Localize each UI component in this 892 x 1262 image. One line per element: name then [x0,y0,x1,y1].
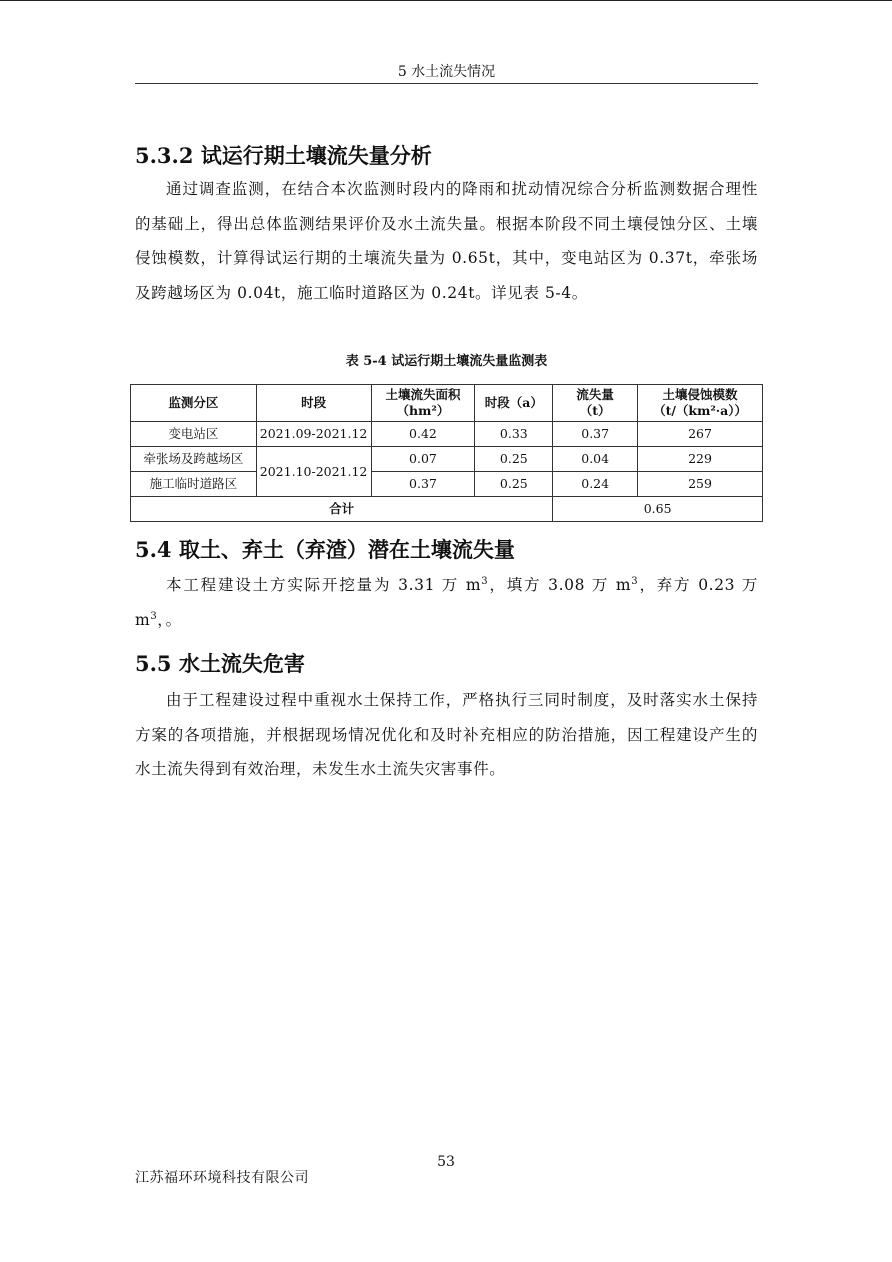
cell-area: 0.07 [371,447,475,472]
total-value: 0.65 [553,497,763,522]
section-heading-5-3-2: 5.3.2 试运行期土壤流失量分析 [135,143,432,168]
table-total-row [131,497,763,522]
earthwork-text-a: 本工程建设土方实际开挖量为 3.31 万 m [166,576,482,594]
page-number: 53 [437,1154,455,1170]
header-area-line2: （hm²） [396,403,450,418]
table-header-row [131,385,763,422]
cell-period-merged: 2021.10-2021.12 [256,447,371,497]
table-row [131,422,763,447]
cell-modulus: 259 [638,472,763,497]
cell-area: 0.37 [371,472,475,497]
header-area-line1: 土壤流失面积 [385,387,461,402]
header-zone: 监测分区 [131,385,257,422]
table-row [131,447,763,472]
superscript-3: 3 [481,575,489,587]
soil-loss-table [130,384,763,522]
section-5-5-paragraph: 由于工程建设过程中重视水土保持工作，严格执行三同时制度，及时落实水土保持方案的各项措施，并根据现场情况优化和及时补充相应的防治措施，因工程建设产生的水土流失得到有效治理，未发生水土流失灾害事件。 [135,691,758,778]
header-loss [553,385,638,422]
header-modulus [638,385,763,422]
cell-duration: 0.33 [475,422,553,447]
header-rule [135,83,758,84]
section-heading-5-4: 5.4 取土、弃土（弃渣）潜在土壤流失量 [135,537,515,562]
header-duration: 时段（a） [475,385,553,422]
cell-period: 2021.09-2021.12 [256,422,371,447]
cell-zone: 变电站区 [131,422,257,447]
header-modulus-line1: 土壤侵蚀模数 [662,387,738,402]
cell-modulus: 229 [638,447,763,472]
footer-company-name: 江苏福环环境科技有限公司 [135,1170,309,1186]
cell-area: 0.42 [371,422,475,447]
cell-zone: 施工临时道路区 [131,472,257,497]
cell-modulus: 267 [638,422,763,447]
cell-loss: 0.24 [553,472,638,497]
header-loss-line1: 流失量 [576,387,614,402]
section-5-4-paragraph [135,568,758,637]
earthwork-text-b: ，填方 3.08 万 m [488,576,632,594]
cell-zone: 牵张场及跨越场区 [131,447,257,472]
table-row [131,472,763,497]
section-5-3-2-paragraph: 通过调查监测，在结合本次监测时段内的降雨和扰动情况综合分析监测数据合理性的基础上，得出总体监测结果评价及水土流失量。根据本阶段不同土壤侵蚀分区、土壤侵蚀模数，计算得试运行期的土壤流失量为 0.65t，其中，变电站区为 0.37t，牵张场及跨越场区为 0.04t，施工临时道路区为 0.24t。详见表 5-4。 [135,180,758,302]
section-heading-5-5: 5.5 水土流失危害 [135,651,305,676]
superscript-3: 3 [631,575,639,587]
running-header: 5 水土流失情况 [397,64,496,80]
cell-loss: 0.04 [553,447,638,472]
cell-loss: 0.37 [553,422,638,447]
header-period: 时段 [256,385,371,422]
total-label: 合计 [131,497,553,522]
header-area [371,385,475,422]
earthwork-text-c: ，弃方 0.23 万 m [135,576,758,629]
header-modulus-line2: （t/（km²·a）） [653,403,747,418]
superscript-3: 3 [150,610,158,622]
cell-duration: 0.25 [475,472,553,497]
earthwork-text-d: ，。 [157,610,182,629]
cell-duration: 0.25 [475,447,553,472]
table-caption: 表 5-4 试运行期土壤流失量监测表 [345,354,548,369]
header-loss-line2: （t） [579,403,611,418]
page-top-border [0,0,892,1]
